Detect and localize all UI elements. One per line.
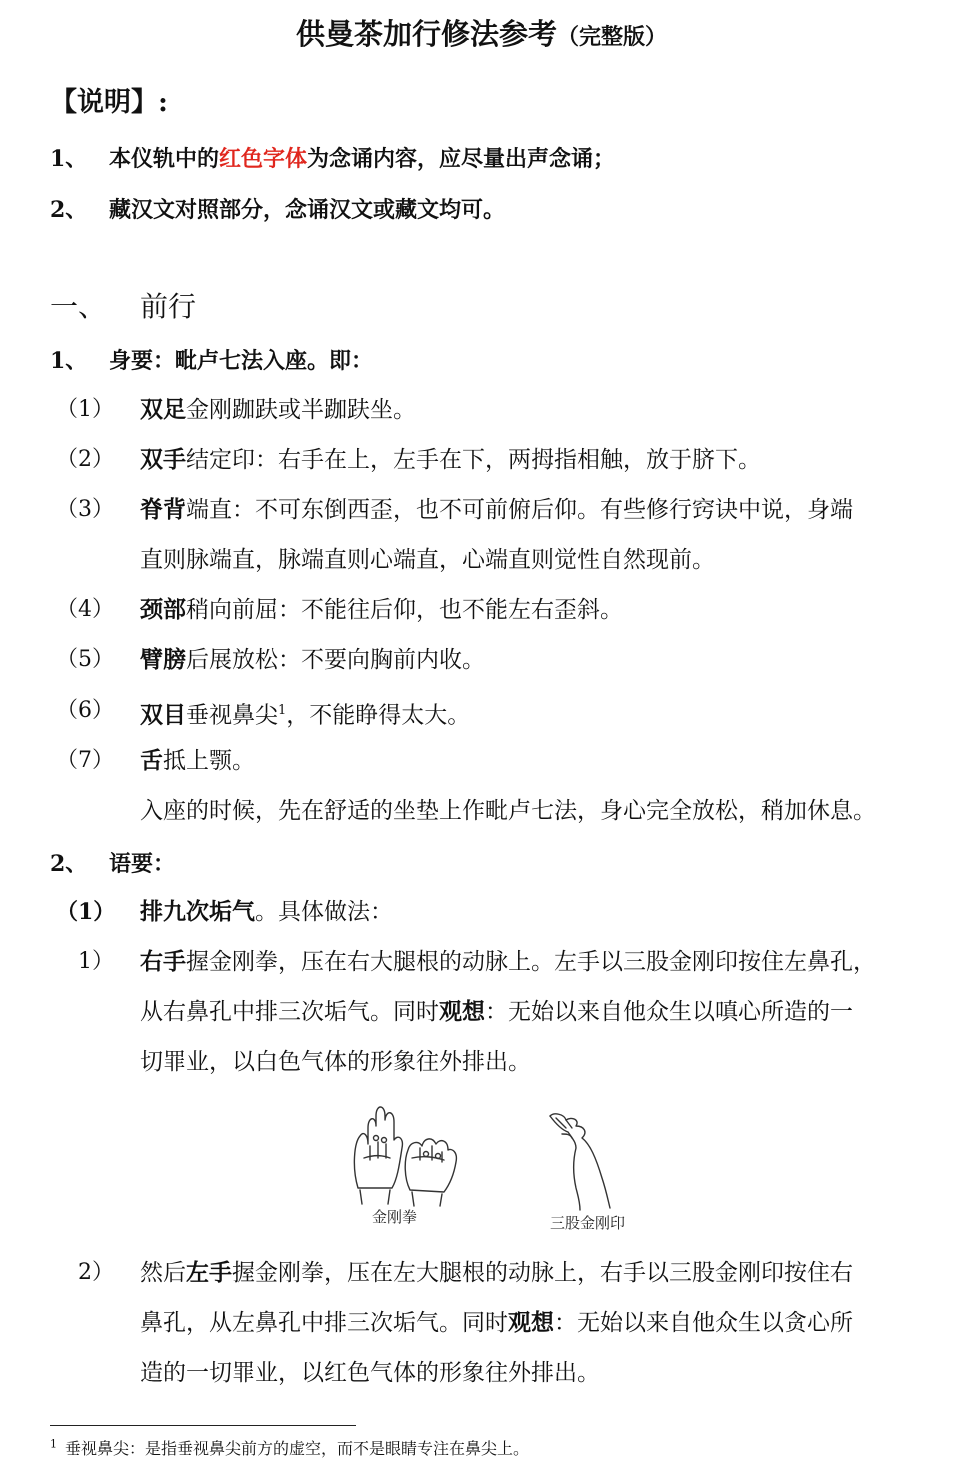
item-keyword: 双足 [140,396,186,423]
step-line: 切罪业，以白色气体的形象往外排出。 [140,1049,531,1075]
list-item [140,385,416,435]
item-num: （2） [56,447,114,472]
step-keyword: 观想 [439,998,485,1025]
notes-heading: 【说明】: [50,87,168,118]
item-keyword: 双手 [140,446,186,473]
note-text-post: 为念诵内容，应尽量出声念诵； [307,146,616,172]
step-line: 造的一切罪业，以红色气体的形象往外排出。 [140,1360,600,1386]
footnote-divider [50,1425,356,1426]
item-text-continued: 直则脉端直，脉端直则心端直，心端直则觉性自然现前。 [140,547,715,573]
step-line [140,1248,853,1298]
vajra-fist-hand-1-icon [354,1107,402,1204]
step-text: 鼻孔，从左鼻孔中排三次垢气。同时 [140,1310,508,1336]
step-line [140,937,876,987]
item-text-post: ，不能睁得太大。 [286,702,471,729]
red-text: 红色字体 [219,146,308,172]
list-item [140,635,485,685]
section-title: 前行 [140,290,197,323]
list-item [140,887,393,937]
hand-gesture-figure [340,1098,660,1238]
title-sub: （完整版） [557,24,668,50]
footnote-ref: 1 [278,703,287,718]
three-prong-vajra-mudra-icon [550,1114,610,1210]
step-line [140,1298,853,1348]
item-num: （6） [56,698,114,723]
item-keyword: 舌 [140,747,163,774]
item-text: 稍向前屈：不能往后仰，也不能左右歪斜。 [186,597,623,623]
list-item [140,736,255,786]
step-text: 从右鼻孔中排三次垢气。同时 [140,999,439,1025]
step-keyword: 观想 [508,1309,554,1336]
step-text: 握金刚拳，压在右大腿根的动脉上。左手以三股金刚印按住左鼻孔， [186,949,876,975]
page-title [0,12,963,53]
item-keyword: 颈部 [140,596,186,623]
list-item [140,485,853,535]
item-text: 垂视鼻尖 [186,702,278,729]
item-keyword: 双目 [140,701,186,729]
item-num: （3） [56,497,114,522]
subsection-heading [50,344,373,375]
footnote-text: 垂视鼻尖：是指垂视鼻尖前方的虚空，而不是眼睛专注在鼻尖上。 [65,1439,530,1458]
item-keyword: 排九次垢气 [140,898,255,925]
subsection-num: 1、 [50,348,88,374]
list-item [140,585,623,635]
subsection-heading [50,847,175,878]
note-text: 本仪轨中的 [108,146,219,172]
item-num: （5） [56,647,114,672]
item-keyword: 脊背 [140,496,186,523]
note-num: 1、 [50,146,88,172]
item-text: 。具体做法： [255,899,393,925]
footnote-mark: 1 [50,1437,57,1451]
subsection-title: 语要： [108,851,175,877]
list-item [140,686,470,741]
item-text: 端直：不可东倒西歪，也不可前俯后仰。有些修行窍诀中说，身端 [186,497,853,523]
note-item [50,193,505,224]
step-num: 2） [78,1260,114,1285]
step-text: ：无始以来自他众生以贪心所 [554,1310,853,1336]
figure-caption-right: 三股金刚印 [550,1214,626,1232]
item-num: （7） [56,748,114,773]
item-text: 金刚跏趺或半跏趺坐。 [186,397,416,423]
note-text: 藏汉文对照部分，念诵汉文或藏文均可。 [108,197,505,223]
list-item [140,435,761,485]
hand-gesture-illustration [340,1098,660,1238]
figure-caption-left: 金刚拳 [372,1208,418,1226]
title-main: 供曼茶加行修法参考 [295,17,557,51]
item-text: 后展放松：不要向胸前内收。 [186,647,485,673]
section-num: 一、 [50,290,107,323]
step-line [140,987,853,1037]
note-num: 2、 [50,197,88,223]
subsection-num: 2、 [50,851,88,877]
footnote [50,1436,529,1459]
subsection-title: 身要：毗卢七法入座。即： [108,348,373,374]
item-text: 抵上颚。 [163,748,255,774]
section-heading [50,285,197,325]
closing-paragraph: 入座的时候，先在舒适的坐垫上作毗卢七法，身心完全放松，稍加休息。 [140,798,876,824]
item-num: （1） [56,899,116,925]
item-num: （1） [56,397,114,422]
step-text: 然后 [140,1260,186,1286]
step-text: 握金刚拳，压在左大腿根的动脉上，右手以三股金刚印按住右 [232,1260,853,1286]
note-item [50,142,615,173]
step-num: 1） [78,949,114,974]
step-keyword: 右手 [140,948,186,975]
item-num: （4） [56,597,114,622]
step-keyword: 左手 [186,1259,232,1286]
step-text: ：无始以来自他众生以嗔心所造的一 [485,999,853,1025]
item-text: 结定印：右手在上，左手在下，两拇指相触，放于脐下。 [186,447,761,473]
vajra-fist-hand-2-icon [405,1139,456,1206]
item-keyword: 臂膀 [140,646,186,673]
